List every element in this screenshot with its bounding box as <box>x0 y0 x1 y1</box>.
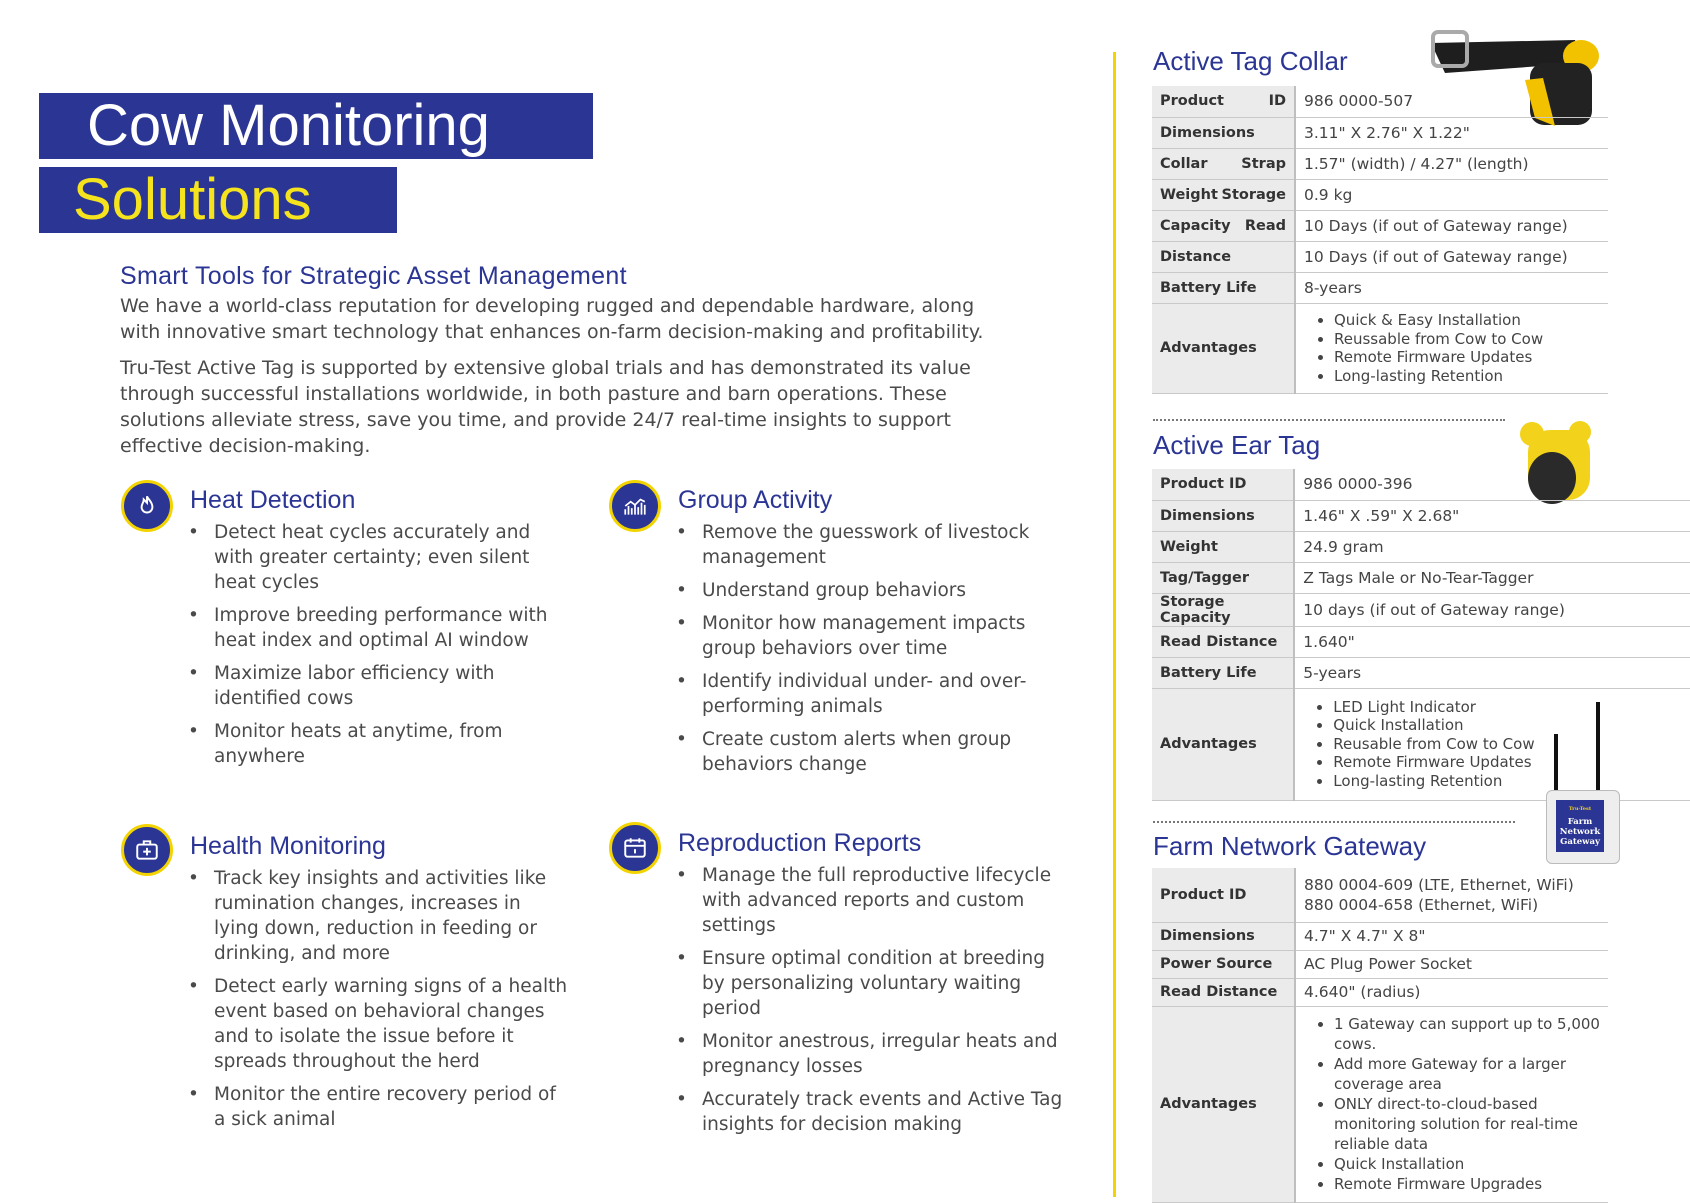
list-item: • Remove the guesswork of livestock management <box>676 520 1056 570</box>
heat-detection-icon <box>121 480 173 532</box>
spec-key: Advantages <box>1152 1006 1295 1202</box>
spec-key: Advantages <box>1152 303 1295 393</box>
advantages-list <box>1294 688 1690 800</box>
list-item: • Quick & Easy Installation <box>1334 311 1600 330</box>
list-item: • 1 Gateway can support up to 5,000 cows. <box>1334 1014 1600 1054</box>
spec-key: Weight <box>1152 531 1294 562</box>
spec-value: Z Tags Male or No-Tear-Tagger <box>1294 562 1690 593</box>
spec-value: 4.640" (radius) <box>1295 978 1608 1006</box>
list-item: • Improve breeding performance with heat index and optimal AI window <box>188 603 568 653</box>
spec-key: Read Distance <box>1152 626 1294 657</box>
health-monitoring-list <box>188 866 568 1140</box>
list-item: • Remote Firmware Updates <box>1334 348 1600 367</box>
list-item: • Identify individual under- and over-performing animals <box>676 669 1056 719</box>
spec-key: Dimensions <box>1152 117 1295 148</box>
list-item: • ONLY direct-to-cloud-based monitoring solution for real-time reliable data <box>1334 1094 1600 1154</box>
spec-value: 24.9 gram <box>1294 531 1690 562</box>
spec-key: Capacity Read <box>1152 210 1295 241</box>
spec-key: Dimensions <box>1152 922 1295 950</box>
spec-key: Read Distance <box>1152 978 1295 1006</box>
list-item: • Remote Firmware Updates <box>1333 753 1595 772</box>
spec-key: Battery Life <box>1152 272 1295 303</box>
spec-value: 10 Days (if out of Gateway range) <box>1295 241 1608 272</box>
reproduction-reports-icon <box>609 822 661 874</box>
list-item: • Long-lasting Retention <box>1334 367 1600 386</box>
spec-key: Collar Strap <box>1152 148 1295 179</box>
intro-subtitle: Smart Tools for Strategic Asset Management <box>120 262 627 290</box>
yellow-divider <box>1113 52 1116 1197</box>
spec-key: Dimensions <box>1152 500 1294 531</box>
group-activity-title: Group Activity <box>678 486 833 514</box>
spec-value: 10 days (if out of Gateway range) <box>1294 593 1690 626</box>
collar-title: Active Tag Collar <box>1153 46 1348 76</box>
spec-value: 10 Days (if out of Gateway range) <box>1295 210 1608 241</box>
spec-key: Weight Storage <box>1152 179 1295 210</box>
list-item: • Monitor anestrous, irregular heats and pregnancy losses <box>676 1029 1066 1079</box>
spec-value: 0.9 kg <box>1295 179 1608 210</box>
spec-value: 1.46" X .59" X 2.68" <box>1294 500 1690 531</box>
group-activity-icon <box>609 480 661 532</box>
spec-value: 3.11" X 2.76" X 1.22" <box>1295 117 1608 148</box>
dotted-separator <box>1153 821 1515 823</box>
spec-value: 5-years <box>1294 657 1690 688</box>
list-item: • Detect early warning signs of a health event based on behavioral changes and to isolate the issue before it spreads throughout the herd <box>188 974 568 1074</box>
spec-key: Product ID <box>1152 469 1294 500</box>
list-item: • Maximize labor efficiency with identified cows <box>188 661 568 711</box>
gateway-product-image <box>1544 702 1622 864</box>
list-item: • Long-lasting Retention <box>1333 772 1595 791</box>
list-item: • Add more Gateway for a larger coverage area <box>1334 1054 1600 1094</box>
health-monitoring-title: Health Monitoring <box>190 832 386 860</box>
list-item: • LED Light Indicator <box>1333 698 1595 717</box>
gateway-label-line: Network <box>1559 827 1601 837</box>
list-item: • Accurately track events and Active Tag insights for decision making <box>676 1087 1066 1137</box>
dotted-separator <box>1153 419 1505 421</box>
reproduction-reports-list <box>676 863 1066 1145</box>
list-item: • Reusable from Cow to Cow <box>1333 735 1595 754</box>
heat-detection-title: Heat Detection <box>190 486 356 514</box>
spec-value <box>1295 868 1608 922</box>
heat-detection-list <box>188 520 568 777</box>
list-item: • Monitor the entire recovery period of a sick animal <box>188 1082 568 1132</box>
gateway-title: Farm Network Gateway <box>1153 831 1427 861</box>
list-item: • Monitor heats at anytime, from anywhere <box>188 719 568 769</box>
group-activity-list <box>676 520 1056 785</box>
intro-paragraph-1: We have a world-class reputation for developing rugged and dependable hardware, along with innovative smart technology that enhances on-farm decision-making and profitability. <box>120 295 984 343</box>
spec-value: 986 0000-396 <box>1294 469 1690 500</box>
gateway-spec-table <box>1152 868 1608 1203</box>
reproduction-reports-title: Reproduction Reports <box>678 829 922 857</box>
spec-key: Distance <box>1152 241 1295 272</box>
spec-key: Battery Life <box>1152 657 1294 688</box>
spec-key: Tag/Tagger <box>1152 562 1294 593</box>
product-id-line: 880 0004-658 (Ethernet, WiFi) <box>1304 895 1539 914</box>
list-item: • Quick Installation <box>1334 1154 1600 1174</box>
list-item: • Quick Installation <box>1333 716 1595 735</box>
list-item: • Create custom alerts when group behaviors change <box>676 727 1056 777</box>
list-item: • Reussable from Cow to Cow <box>1334 330 1600 349</box>
spec-value: 1.57" (width) / 4.27" (length) <box>1295 148 1608 179</box>
spec-value: AC Plug Power Socket <box>1295 950 1608 978</box>
list-item: • Track key insights and activities like rumination changes, increases in lying down, reduction in feeding or drinking, and more <box>188 866 568 966</box>
title-banner-line1: Cow Monitoring <box>39 93 593 159</box>
spec-key: Power Source <box>1152 950 1295 978</box>
gateway-label-line: Gateway <box>1560 837 1600 847</box>
spec-value: 4.7" X 4.7" X 8" <box>1295 922 1608 950</box>
list-item: • Detect heat cycles accurately and with greater certainty; even silent heat cycles <box>188 520 568 595</box>
list-item: • Remote Firmware Upgrades <box>1334 1174 1600 1194</box>
list-item: • Monitor how management impacts group behaviors over time <box>676 611 1056 661</box>
spec-value: 986 0000-507 <box>1295 86 1608 117</box>
spec-key: Product ID <box>1152 868 1295 922</box>
title-banner-line2: Solutions <box>39 167 397 233</box>
spec-value: 1.640" <box>1294 626 1690 657</box>
spec-value: 8-years <box>1295 272 1608 303</box>
intro-paragraph-2: Tru-Test Active Tag is supported by extensive global trials and has demonstrated its value through successful installations worldwide, in both pasture and barn operations. These solutions alleviate stress, save you time, and provide 24/7 real-time insights to support effective decision-making. <box>120 357 971 457</box>
spec-key: Advantages <box>1152 688 1294 800</box>
list-item: • Understand group behaviors <box>676 578 1056 603</box>
gateway-label-line: Farm <box>1567 817 1593 827</box>
spec-key: Storage Capacity <box>1152 593 1294 626</box>
advantages-list <box>1295 1006 1608 1202</box>
gateway-brand-label: Tru-Test <box>1568 806 1592 812</box>
advantages-list <box>1295 303 1608 393</box>
product-id-line: 880 0004-609 (LTE, Ethernet, WiFi) <box>1304 875 1574 894</box>
list-item: • Ensure optimal condition at breeding by personalizing voluntary waiting period <box>676 946 1066 1021</box>
list-item: • Manage the full reproductive lifecycle with advanced reports and custom settings <box>676 863 1066 938</box>
spec-key: Product ID <box>1152 86 1295 117</box>
health-monitoring-icon <box>121 824 173 876</box>
ear-tag-title: Active Ear Tag <box>1153 430 1321 460</box>
collar-spec-table <box>1152 86 1608 394</box>
